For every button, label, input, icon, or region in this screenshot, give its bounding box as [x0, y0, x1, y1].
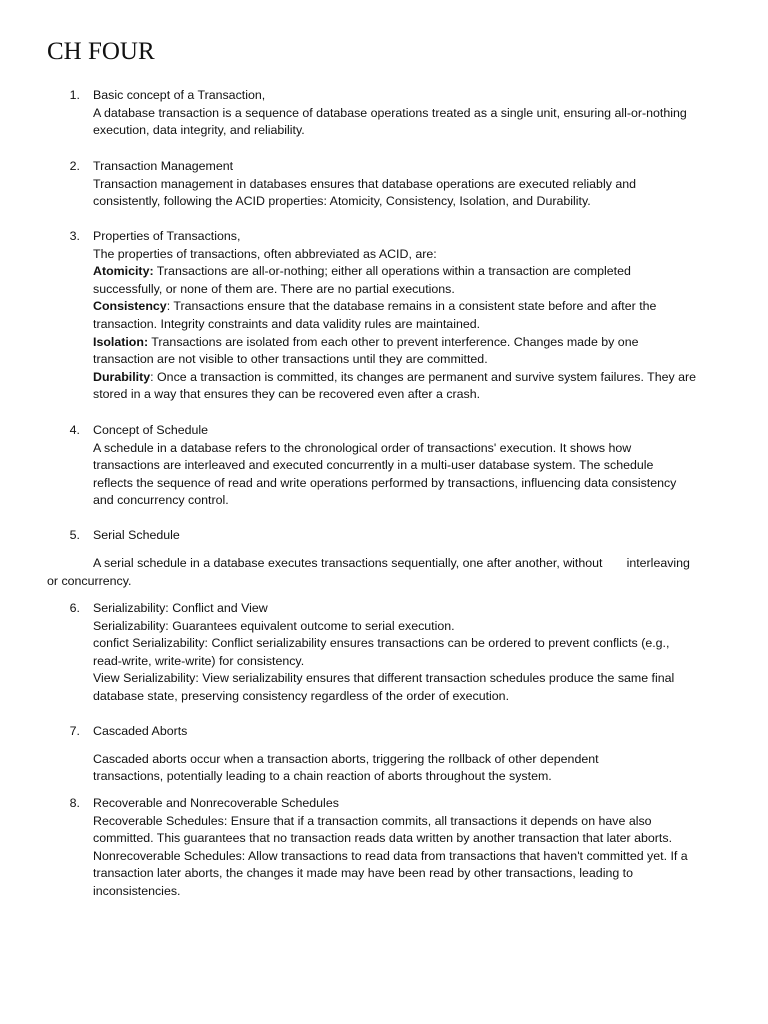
paragraph-first-line: A serial schedule in a database executes transactions sequentially, one after another, without interleaving: [93, 556, 690, 570]
property-term: Isolation:: [93, 334, 149, 349]
item-heading: Cascaded Aborts: [93, 724, 188, 738]
list-item-body: [93, 527, 728, 545]
item-text-line: A schedule in a database refers to the chronological order of transactions' execution. It shows how: [93, 440, 632, 455]
list-item-body: [93, 795, 728, 901]
property-text-cont: transaction are not visible to other transactions until they are committed.: [93, 352, 488, 367]
item-heading: Basic concept of a Transaction,: [93, 88, 266, 102]
item-heading: Transaction Management: [93, 159, 234, 173]
list-number: 6.: [69, 601, 80, 615]
list-number: 5.: [69, 528, 80, 542]
item-text-line: consistently, following the ACID properties: Atomicity, Consistency, Isolation, and Durability.: [93, 194, 591, 209]
list-number: 3.: [69, 229, 80, 243]
item-heading: Properties of Transactions,: [93, 229, 241, 243]
acid-property-atomicity: [93, 263, 728, 281]
acid-property-isolation: [93, 334, 728, 352]
item-text-line: and concurrency control.: [93, 493, 229, 508]
item-text-line: transactions, potentially leading to a chain reaction of aborts throughout the system.: [93, 769, 552, 784]
property-text: Transactions are all-or-nothing; either all operations within a transaction are completed: [153, 264, 631, 279]
list-item-body: [93, 87, 728, 140]
paragraph-wrap-line: or concurrency.: [47, 574, 132, 588]
item-text-line: read-write, write-write) for consistency.: [93, 653, 305, 668]
item-heading: Serial Schedule: [93, 528, 180, 542]
acid-property-consistency: [93, 298, 728, 316]
item-text-line: A database transaction is a sequence of database operations treated as a single unit, ensuring all-or-nothing: [93, 105, 687, 120]
item-text-line: transactions are interleaved and executed concurrently in a multi-user database system. The schedule: [93, 458, 654, 473]
item-text-line: reflects the sequence of read and write operations performed by transactions, influencing data consistency: [93, 475, 677, 490]
item-text-line: execution, data integrity, and reliability.: [93, 123, 305, 138]
list-item-body: [93, 723, 728, 786]
item-text-line: Nonrecoverable Schedules: Allow transactions to read data from transactions that haven't committed yet. If a: [93, 848, 688, 863]
list-item-body: [93, 600, 728, 706]
list-item-body: [93, 422, 728, 510]
item-text-line: Recoverable Schedules: Ensure that if a transaction commits, all transactions it depends on have also: [93, 813, 652, 828]
property-text-cont: stored in a way that ensures they can be recovered even after a crash.: [93, 387, 481, 402]
page-title: CH FOUR: [47, 38, 155, 65]
item-text-line: committed. This guarantees that no transaction reads data written by another transaction that later aborts.: [93, 831, 673, 846]
item-text-line: confict Serializability: Conflict serializability ensures transactions can be ordered to prevent conflicts (e.g.,: [93, 636, 670, 651]
list-number: 8.: [69, 796, 80, 810]
property-term: Atomicity:: [93, 264, 154, 279]
property-term: Consistency: [93, 299, 167, 314]
item-heading: Serializability: Conflict and View: [93, 601, 268, 615]
acid-property-durability: [93, 369, 728, 387]
item-text-line: Transaction management in databases ensures that database operations are executed reliably and: [93, 176, 637, 191]
item-heading: Recoverable and Nonrecoverable Schedules: [93, 796, 339, 810]
list-number: 2.: [69, 159, 80, 173]
item-intro: The properties of transactions, often abbreviated as ACID, are:: [93, 246, 437, 261]
property-term: Durability: [93, 369, 151, 384]
item-text-line: database state, preserving consistency regardless of the order of execution.: [93, 688, 510, 703]
item-text-line: View Serializability: View serializability ensures that different transaction schedules produce the same final: [93, 671, 675, 686]
property-text: Transactions are isolated from each other to prevent interference. Changes made by one: [148, 334, 639, 349]
list-item-body: [93, 158, 728, 211]
property-text-cont: transaction. Integrity constraints and data validity rules are maintained.: [93, 316, 481, 331]
property-text: : Once a transaction is committed, its changes are permanent and survive system failures. They are: [150, 369, 697, 384]
spacer: [93, 741, 728, 751]
list-item-body: [93, 228, 728, 404]
property-text: : Transactions ensure that the database remains in a consistent state before and after the: [166, 299, 657, 314]
list-number: 4.: [69, 423, 80, 437]
item-heading: Concept of Schedule: [93, 423, 209, 437]
item-text-line: Cascaded aborts occur when a transaction aborts, triggering the rollback of other dependent: [93, 751, 599, 766]
item-text-line: transaction later aborts, the changes it made may have been read by other transactions, leading to: [93, 866, 634, 881]
item-text-line: inconsistencies.: [93, 883, 181, 898]
list-number: 7.: [69, 724, 80, 738]
property-text-cont: successfully, or none of them are. There are no partial executions.: [93, 281, 455, 296]
list-number: 1.: [69, 88, 80, 102]
item-text-line: Serializability: Guarantees equivalent outcome to serial execution.: [93, 618, 455, 633]
